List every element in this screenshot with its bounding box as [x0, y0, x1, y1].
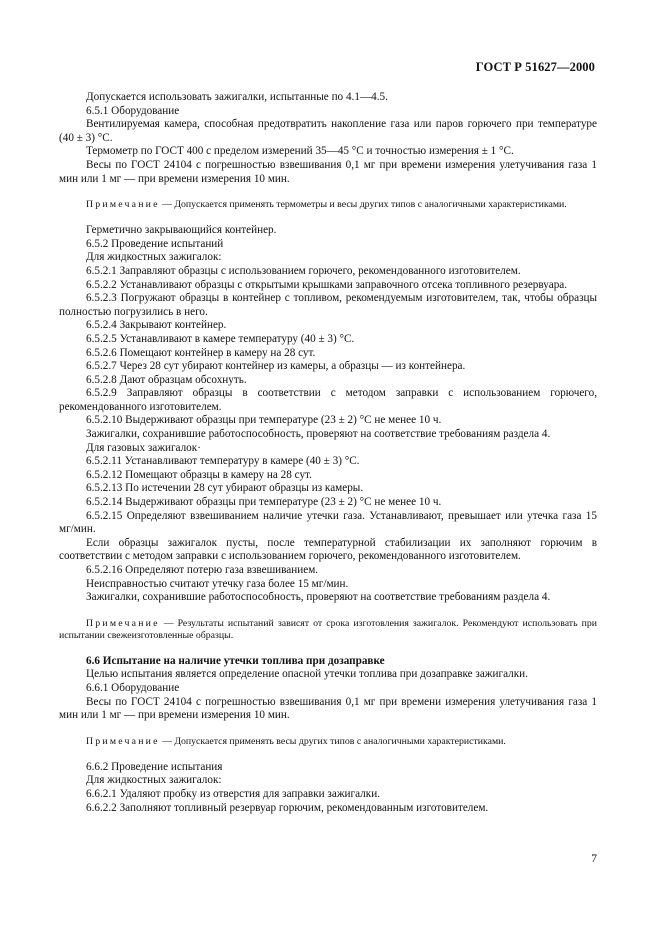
paragraph: 6.5.2.3 Погружают образцы в контейнер с топливом, рекомендуемым изготовителем, так, чтобы образцы полностью погрузились в него.: [59, 292, 597, 318]
paragraph: Целью испытания является определение опасной утечки топлива при дозаправке зажигалки.: [86, 668, 528, 681]
note-label: Примечание: [86, 735, 160, 747]
section-heading: 6.6 Испытание на наличие утечки топлива при дозаправке: [86, 654, 385, 667]
paragraph: 6.5.2.5 Устанавливают в камере температуру (40 ± 3) °С.: [86, 332, 355, 345]
note-label: Примечание: [86, 617, 160, 629]
note-text: — Допускается применять термометры и весы других типов с аналогичными характеристиками.: [159, 199, 567, 211]
paragraph: 6.5.2.4 Закрывают контейнер.: [86, 319, 227, 332]
paragraph: Для жидкостных зажигалок:: [86, 774, 222, 787]
paragraph: Зажигалки, сохранившие работоспособность, проверяют на соответствие требованиям раздела 4.: [86, 428, 551, 441]
note-text: — Результаты испытаний зависят от срока изготовления зажигалок. Рекомендуют использовать при испытании свежеизготовленные образцы.: [59, 617, 597, 641]
paragraph: Если образцы зажигалок пусты, после температурной стабилизации их заполняют горючим в соответствии с методом заправки с использованием горючего, рекомендованного изготовителем.: [59, 536, 597, 563]
paragraph: 6.5.2.14 Выдерживают образцы при температуре (23 ± 2) °С не менее 10 ч.: [86, 496, 442, 509]
note: [59, 199, 597, 211]
paragraph: 6.5.2.6 Помещают контейнер в камеру на 28 сут.: [86, 346, 316, 359]
note-label: Примечание: [86, 199, 160, 211]
paragraph: 6.5.2.16 Определяют потерю газа взвешиванием.: [86, 564, 319, 576]
paragraph: 6.5.2.1 Заправляют образцы с использованием горючего, рекомендованного изготовителем.: [86, 264, 521, 277]
paragraph: 6.5.2.11 Устанавливают температуру в камере (40 ± 3) °С.: [86, 455, 360, 468]
page-number: 7: [591, 853, 597, 865]
paragraph: Герметично закрывающийся контейнер.: [86, 224, 277, 237]
paragraph: Весы по ГОСТ 24104 с погрешностью взвешивания 0,1 мг при времени измерения улетучивания газа 1 мин или 1 мг — при времени измерения 10 мин.: [59, 158, 597, 185]
subsection-title: 6.6.1 Оборудование: [86, 681, 180, 694]
paragraph: 6.6.2.2 Заполняют топливный резервуар горючим, рекомендованным изготовителем.: [86, 801, 489, 814]
subsection-title: 6.5.2 Проведение испытаний: [86, 237, 224, 250]
paragraph: Зажигалки, сохранившие работоспособность, проверяют на соответствие требованиям раздела 4.: [86, 591, 551, 604]
note: [59, 618, 597, 642]
paragraph: 6.5.2.10 Выдерживают образцы при температуре (23 ± 2) °С не менее 10 ч.: [86, 414, 442, 427]
paragraph: 6.5.2.8 Дают образцам обсохнуть.: [86, 373, 247, 386]
paragraph: 6.5.2.12 Помещают образцы в камеру на 28 сут.: [86, 468, 312, 481]
paragraph: Весы по ГОСТ 24104 с погрешностью взвешивания 0,1 мг при времени измерения улетучивания газа 1 мин или 1 мг — при времени измерения 10 мин.: [59, 695, 597, 722]
document-body: [59, 91, 597, 815]
paragraph: 6.5.2.9 Заправляют образцы в соответствии с методом заправки с использованием горючего, рекомендованного изготовителем.: [59, 387, 597, 413]
paragraph: Допускается использовать зажигалки, испытанные по 4.1—4.5.: [86, 91, 388, 103]
note: [59, 736, 597, 748]
paragraph: Для газовых зажигалок·: [86, 441, 201, 454]
paragraph: Вентилируемая камера, способная предотвратить накопление газа или паров горючего при температуре (40 ± 3) °С.: [59, 118, 597, 144]
paragraph: 6.5.2.13 По истечении 28 сут убирают образцы из камеры.: [86, 482, 364, 495]
subsection-title: 6.6.2 Проведение испытания: [86, 760, 223, 773]
standard-header: ГОСТ Р 51627—2000: [475, 60, 595, 74]
paragraph: 6.5.2.15 Определяют взвешиванием наличие утечки газа. Устанавливают, превышает или утечка газа 15 мг/мин.: [59, 509, 597, 536]
paragraph: 6.5.2.7 Через 28 сут убирают контейнер из камеры, а образцы — из контейнера.: [86, 360, 466, 373]
subsection-title: 6.5.1 Оборудование: [86, 104, 180, 117]
paragraph: Неисправностью считают утечку газа более 15 мг/мин.: [86, 577, 349, 590]
paragraph: 6.5.2.2 Устанавливают образцы с открытыми крышками заправочного отсека топливного резервуара.: [86, 278, 568, 291]
note-text: — Допускается применять весы других типов с аналогичными характеристиками.: [159, 735, 506, 747]
paragraph: Для жидкостных зажигалок:: [86, 251, 222, 264]
paragraph: Термометр по ГОСТ 400 с пределом измерений 35—45 °С и точностью измерения ± 1 °С.: [86, 145, 514, 158]
paragraph: 6.6.2.1 Удаляют пробку из отверстия для заправки зажигалки.: [86, 787, 380, 800]
